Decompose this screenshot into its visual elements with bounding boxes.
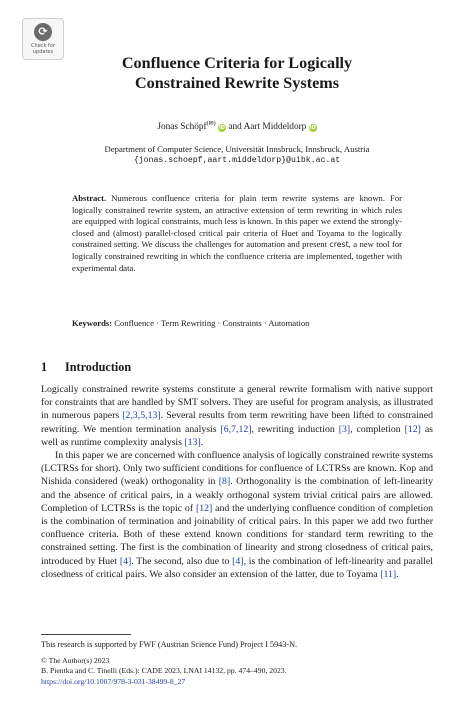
citation-link[interactable]: [13] <box>184 436 201 448</box>
copyright-line: © The Author(s) 2023 <box>41 656 110 665</box>
abstract-text-1: Numerous confluence criteria for plain term rewrite systems are known. For logically constrained rewrite system, an attractive extension of term rewriting in which rules are equipped with logical constraints, much less is known. In this paper we extend the strongly-closed and (almost) parallel-closed critical pair criteria of Huet and Toyama to the logically constrained setting. We discuss the challenges for automation and present <box>72 193 402 250</box>
keywords <box>72 318 402 328</box>
citation-link[interactable]: [12] <box>404 423 421 435</box>
abstract-label: Abstract. <box>72 193 107 203</box>
badge-line1: Check for <box>31 43 55 49</box>
paragraph <box>41 449 433 581</box>
author-emails[interactable]: {jonas.schoepf,aart.middeldorp}@uibk.ac.at <box>133 156 341 165</box>
text-run: Logically constrained rewrite systems constitute a general rewrite formalism with native support for constraints that are handled by SMT solvers. They are useful for program analysis, as illustrated in numerous papers <box>41 384 433 422</box>
paragraph <box>41 383 433 449</box>
title-line1: Confluence Criteria for Logically <box>121 54 353 72</box>
text-run: . Orthogonality is the combination of left-linearity and the absence of critical pairs, in a weakly orthogonal system trivial critical pairs are allowed. Completion of LCTRSs is the topic of <box>41 476 433 514</box>
badge-line2: updates <box>32 49 54 55</box>
check-updates-icon: ⟳ <box>34 23 52 41</box>
citation-link[interactable]: [4] <box>232 555 244 567</box>
section-number: 1 <box>41 360 48 374</box>
section-title: Introduction <box>65 360 132 374</box>
text-run: as well as runtime complexity analysis <box>41 423 433 448</box>
corresponding-mail-icon[interactable]: (✉) <box>206 121 216 127</box>
orcid-icon[interactable]: iD <box>309 125 316 131</box>
tool-name: crest <box>329 240 349 250</box>
citation-link[interactable]: [6,7,12] <box>220 423 252 435</box>
text-run: . <box>200 436 204 448</box>
doi-link[interactable]: https://doi.org/10.1007/978-3-031-38499-8_27 <box>41 676 186 686</box>
proceedings-line: B. Pientka and C. Tinelli (Eds.): CADE 2023, LNAI 14132, pp. 474–490, 2023. <box>41 666 287 676</box>
citation-link[interactable]: [2,3,5,13] <box>122 410 161 422</box>
affiliation <box>40 144 434 166</box>
footnote-divider <box>41 634 131 635</box>
author-list <box>60 120 414 132</box>
abstract <box>72 193 402 274</box>
paper-title <box>60 53 414 93</box>
citation-link[interactable]: [12] <box>195 502 213 514</box>
section-heading <box>41 360 131 375</box>
text-run: . <box>396 568 399 580</box>
author-2: Aart Middeldorp <box>243 122 307 132</box>
text-run: , completion <box>350 423 405 435</box>
orcid-icon[interactable]: iD <box>219 125 225 131</box>
copyright-block <box>41 656 433 687</box>
text-run: , is the combination of left-linearity and parallel closedness of critical pairs. We also consider an extension of the latter, due to Toyama <box>41 555 433 580</box>
and-text: and <box>228 122 242 132</box>
funding-footnote: This research is supported by FWF (Austrian Science Fund) Project I 5943-N. <box>41 640 298 649</box>
text-run: . The second, also due to <box>131 555 233 567</box>
intro-body <box>41 383 433 581</box>
text-run: and the underlying confluence condition of completion is the combination of termination and joinability of critical pairs. In this paper we add two further confluence criteria. Both of these extend known conditions for standard term rewriting to the constrained setting. The first is the combination of linearity and strong closedness of critical pairs, introduced by Huet <box>41 502 433 567</box>
citation-link[interactable]: [11] <box>380 568 397 580</box>
citation-link[interactable]: [4] <box>119 555 132 567</box>
text-run: , rewriting induction <box>251 423 339 435</box>
author-1: Jonas Schöpf <box>157 122 207 132</box>
title-line2: Constrained Rewrite Systems <box>134 74 340 92</box>
citation-link[interactable]: [3] <box>338 423 351 435</box>
text-run: . Several results from term rewriting have been lifted to constrained rewriting. We mention termination analysis <box>41 410 433 435</box>
affiliation-line: Department of Computer Science, Universität Innsbruck, Innsbruck, Austria <box>104 144 370 154</box>
keywords-text: Confluence · Term Rewriting · Constraints · Automation <box>114 318 310 328</box>
check-for-updates-badge[interactable] <box>22 18 64 60</box>
keywords-label: Keywords: <box>72 318 113 328</box>
abstract-text-2: , a new tool for logically constrained rewriting in which the confluence criteria are implemented, together with experimental data. <box>72 239 402 273</box>
text-run: In this paper we are concerned with confluence analysis of logically constrained rewrite systems (LCTRSs for short). Only two sufficient conditions for confluence of LCTRSs are known. Kop and Nishida considered (weak) orthogonality in <box>41 450 433 488</box>
citation-link[interactable]: [8] <box>218 476 231 488</box>
